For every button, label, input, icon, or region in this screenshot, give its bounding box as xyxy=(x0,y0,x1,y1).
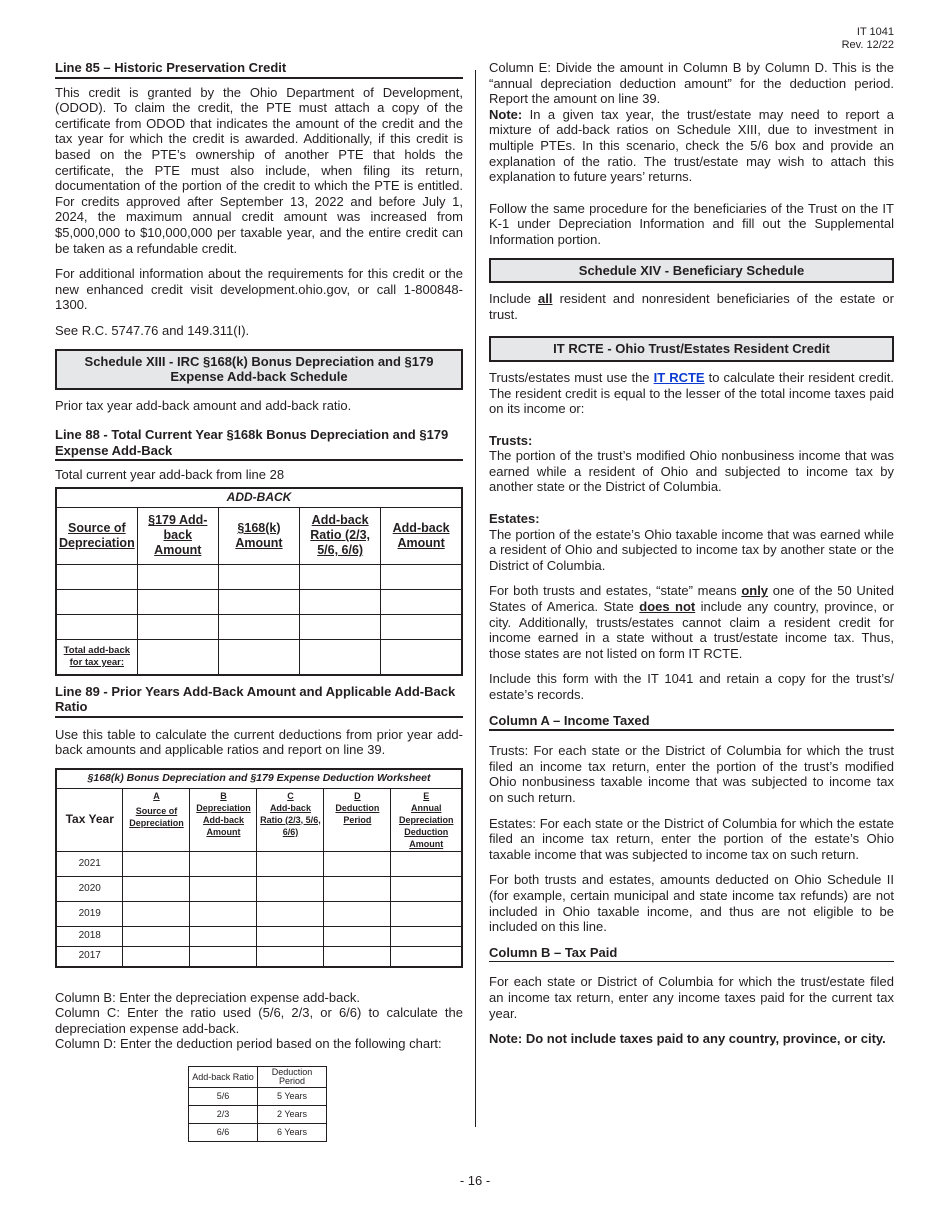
estates-paragraph: The portion of the estate’s Ohio taxable income that was earned while a resident of Ohio and subjected to income tax by another state or the District of Columbia. xyxy=(489,526,894,573)
table-row xyxy=(56,589,462,614)
worksheet-header-d xyxy=(324,788,391,851)
table-cell[interactable] xyxy=(137,564,218,589)
column-b-instruction: Column B: Enter the depreciation expense add-back. xyxy=(55,989,360,1005)
addback-header-source: Source of Depreciation xyxy=(56,507,137,564)
column-b-note: Note: Do not include taxes paid to any country, province, or city. xyxy=(489,1031,886,1047)
include-form-paragraph: Include this form with the IT 1041 and retain a copy for the trust’s/ estate’s records. xyxy=(489,671,894,702)
table-cell[interactable] xyxy=(137,639,218,675)
table-row xyxy=(189,1124,327,1142)
state-def-text-a: For both trusts and estates, “state” means xyxy=(489,583,742,599)
worksheet-header-b xyxy=(190,788,257,851)
worksheet-caption: §168(k) Bonus Depreciation and §179 Expense Deduction Worksheet xyxy=(56,769,462,788)
chart-period: 6 Years xyxy=(258,1124,327,1142)
note-text: In a given tax year, the trust/estate may need to report a mixture of add-back ratios on Schedule XIII, due to investment in multiple PTEs. In this scenario, check the 5/6 box and provide an explanation of the ratio. The trust/estate may wish to attach this explanation to future years’ returns. xyxy=(489,106,894,185)
chart-header-period: Deduction Period xyxy=(258,1067,327,1088)
column-a-both: For both trusts and estates, amounts deducted on Ohio Schedule II (for example, certain municipal and state income tax refunds) are not included in Ohio taxable income, and thus are not eligible to be included on this line. xyxy=(489,872,894,935)
worksheet-header-b-letter: B xyxy=(220,790,227,801)
table-cell[interactable] xyxy=(391,876,462,901)
table-cell[interactable] xyxy=(218,614,299,639)
line89-paragraph: Use this table to calculate the current deductions from prior year add-back amounts and applicable ratios and report on line 39. xyxy=(55,726,463,758)
column-d-instruction: Column D: Enter the deduction period based on the following chart: xyxy=(55,1036,442,1052)
page-number: - 16 - xyxy=(459,1173,491,1188)
table-cell[interactable] xyxy=(324,876,391,901)
itrcte-paragraph xyxy=(489,370,894,417)
table-row xyxy=(56,926,462,946)
table-cell[interactable] xyxy=(190,901,257,926)
form-revision: Rev. 12/22 xyxy=(841,39,894,51)
worksheet-year: 2021 xyxy=(56,851,123,876)
line85-paragraph-3: See R.C. 5747.76 and 149.311(I). xyxy=(55,322,250,338)
table-cell[interactable] xyxy=(391,901,462,926)
schedule14-heading: Schedule XIV - Beneficiary Schedule xyxy=(489,258,894,284)
table-cell[interactable] xyxy=(137,614,218,639)
line85-paragraph-2: For additional information about the requirements for this credit or the new enhanced credit visit development.ohio.gov, or call 1-800848-1300. xyxy=(55,266,463,313)
table-row xyxy=(56,851,462,876)
chart-ratio: 2/3 xyxy=(189,1106,258,1124)
table-cell[interactable] xyxy=(300,639,381,675)
table-row xyxy=(56,614,462,639)
worksheet-header-c xyxy=(257,788,324,851)
worksheet-header-d-label: Deduction Period xyxy=(335,802,380,825)
column-c-instruction: Column C: Enter the ratio used (5/6, 2/3, or 6/6) to calculate the depreciation expense add-back. xyxy=(55,1005,463,1036)
worksheet-header-e-label: Annual Depreciation Deduction Amount xyxy=(398,802,454,849)
table-cell[interactable] xyxy=(257,926,324,946)
line89-heading: Line 89 - Prior Years Add-Back Amount and Applicable Add-Back Ratio xyxy=(55,684,463,718)
table-cell[interactable] xyxy=(324,946,391,967)
addback-header-179: §179 Add-back Amount xyxy=(137,507,218,564)
state-def-text-c: include any country, province, or city. Additionally, trusts/estates cannot claim a resident credit for income earned in a state without a trust/estate income tax. Thus, those states are not listed on form IT RCTE. xyxy=(489,599,894,661)
table-cell[interactable] xyxy=(381,614,462,639)
it-rcte-link[interactable]: IT RCTE xyxy=(653,369,705,385)
schedule14-paragraph xyxy=(489,291,894,322)
right-column xyxy=(489,60,894,1057)
chart-header-ratio: Add-back Ratio xyxy=(189,1067,258,1088)
trusts-label: Trusts: xyxy=(489,432,533,448)
table-cell[interactable] xyxy=(324,901,391,926)
table-cell[interactable] xyxy=(123,851,190,876)
column-a-trusts: Trusts: For each state or the District of Columbia for which the trust filed an income tax return, enter the portion of the trust’s modified Ohio nonbusiness taxable income that was subjected to income tax on such return. xyxy=(489,743,894,805)
worksheet-header-a-label: Source of Depreciation xyxy=(129,805,184,828)
schedule13-heading: Schedule XIII - IRC §168(k) Bonus Depreciation and §179 Expense Add-back Schedule xyxy=(55,349,463,390)
state-def-doesnot: does not xyxy=(639,599,696,615)
table-row xyxy=(56,901,462,926)
worksheet-header-e xyxy=(391,788,462,851)
table-row xyxy=(189,1088,327,1106)
worksheet-header-tax-year: Tax Year xyxy=(56,788,123,851)
addback-caption: ADD-BACK xyxy=(56,488,462,507)
table-cell[interactable] xyxy=(391,926,462,946)
trusts-paragraph: The portion of the trust’s modified Ohio nonbusiness income that was earned while a resident of Ohio and subjected to income tax by another state or the District of Columbia. xyxy=(489,448,894,495)
note-label: Note: xyxy=(489,106,523,122)
table-cell[interactable] xyxy=(123,926,190,946)
column-e-note xyxy=(489,107,894,185)
addback-header-168k: §168(k) Amount xyxy=(218,507,299,564)
addback-header-amount: Add-back Amount xyxy=(381,507,462,564)
table-cell[interactable] xyxy=(56,589,137,614)
itrcte-text-a: Trusts/estates must use the xyxy=(489,369,654,385)
table-cell[interactable] xyxy=(123,901,190,926)
schedule14-text-a: Include xyxy=(489,291,539,307)
table-cell[interactable] xyxy=(391,946,462,967)
worksheet-header-d-letter: D xyxy=(354,790,361,801)
state-def-only: only xyxy=(741,583,769,599)
column-a-heading: Column A – Income Taxed xyxy=(489,713,894,732)
table-cell[interactable] xyxy=(137,589,218,614)
table-cell[interactable] xyxy=(391,851,462,876)
table-cell[interactable] xyxy=(190,876,257,901)
line85-heading: Line 85 – Historic Preservation Credit xyxy=(55,60,463,79)
table-cell[interactable] xyxy=(123,946,190,967)
table-cell[interactable] xyxy=(300,564,381,589)
worksheet-header-a xyxy=(123,788,190,851)
table-cell[interactable] xyxy=(257,901,324,926)
table-cell[interactable] xyxy=(56,564,137,589)
table-cell[interactable] xyxy=(324,851,391,876)
column-divider xyxy=(475,70,476,1127)
table-cell[interactable] xyxy=(300,589,381,614)
schedule14-text-b: resident and nonresident beneficiaries of the estate or trust. xyxy=(489,291,894,322)
table-cell[interactable] xyxy=(190,851,257,876)
addback-table xyxy=(55,487,463,676)
chart-period: 5 Years xyxy=(258,1088,327,1106)
line88-paragraph: Total current year add-back from line 28 xyxy=(55,467,285,483)
column-e-paragraph: Column E: Divide the amount in Column B by Column D. This is the “annual depreciation deduction amount” for the deduction period. Report the amount on line 39. xyxy=(489,60,894,107)
chart-ratio: 6/6 xyxy=(189,1124,258,1142)
table-cell[interactable] xyxy=(300,614,381,639)
addback-header-ratio: Add-back Ratio (2/3, 5/6, 6/6) xyxy=(300,507,381,564)
column-b-heading: Column B – Tax Paid xyxy=(489,945,894,963)
deduction-period-chart xyxy=(188,1066,327,1142)
worksheet-year: 2018 xyxy=(56,926,123,946)
table-cell[interactable] xyxy=(56,614,137,639)
line85-paragraph-1: This credit is granted by the Ohio Department of Development, (ODOD). To claim the credit, the PTE must attach a copy of the certificate from ODOD that indicates the amount of the credit and the tax year for which the credit is awarded. Additionally, if this credit is based on the PTE’s ownership of another PTE that holds the certificate, the PTE must also include, when filing its return, documentation of the portion of the credit to which the PTE is entitled. For credits approved after September 13, 2022 and before July 1, 2024, the maximum annual credit amount was increased from $5,000,000 to $10,000,000 per taxable year, and the entire credit can be taken as a refundable credit. xyxy=(55,84,463,256)
table-cell[interactable] xyxy=(381,564,462,589)
schedule13-paragraph: Prior tax year add-back amount and add-back ratio. xyxy=(55,397,352,413)
table-cell[interactable] xyxy=(257,946,324,967)
worksheet-year: 2019 xyxy=(56,901,123,926)
column-a-estates: Estates: For each state or the District of Columbia for which the estate filed an income tax return, enter the portion of the estate’s Ohio taxable income that was subjected to income tax on such return. xyxy=(489,815,894,862)
state-def-text-b: one of the 50 United States of America. State xyxy=(489,583,895,615)
table-cell[interactable] xyxy=(123,876,190,901)
estates-label: Estates: xyxy=(489,511,540,527)
deduction-worksheet-table xyxy=(55,768,463,968)
table-row xyxy=(189,1106,327,1124)
itrcte-text-b: to calculate their resident credit. The resident credit is equal to the lesser of the total income taxes paid on its income or: xyxy=(489,369,894,417)
chart-period: 2 Years xyxy=(258,1106,327,1124)
worksheet-header-e-letter: E xyxy=(423,790,430,801)
procedure-paragraph: Follow the same procedure for the beneficiaries of the Trust on the IT K-1 under Depreciation Information and fill out the Supplemental Information portion. xyxy=(489,200,894,247)
worksheet-year: 2017 xyxy=(56,946,123,967)
table-cell[interactable] xyxy=(218,639,299,675)
table-row xyxy=(56,564,462,589)
state-definition-paragraph xyxy=(489,583,894,661)
itrcte-heading: IT RCTE - Ohio Trust/Estates Resident Credit xyxy=(489,336,894,362)
table-cell[interactable] xyxy=(218,564,299,589)
column-b-paragraph: For each state or District of Columbia for which the trust/estate filed an income tax return, enter any income taxes paid for the current tax year. xyxy=(489,974,894,1021)
line88-heading: Line 88 - Total Current Year §168k Bonus Depreciation and §179 Expense Add-Back xyxy=(55,427,463,461)
left-column xyxy=(55,60,463,1142)
table-cell[interactable] xyxy=(257,876,324,901)
table-cell[interactable] xyxy=(381,639,462,675)
form-number: IT 1041 xyxy=(856,26,894,38)
table-row-total xyxy=(56,639,462,675)
schedule14-text-all: all xyxy=(538,291,553,307)
table-row xyxy=(56,946,462,967)
table-row xyxy=(56,876,462,901)
table-cell[interactable] xyxy=(324,926,391,946)
worksheet-year: 2020 xyxy=(56,876,123,901)
table-cell[interactable] xyxy=(381,589,462,614)
worksheet-header-c-label: Add-back Ratio (2/3, 5/6, 6/6) xyxy=(260,802,321,837)
chart-ratio: 5/6 xyxy=(189,1088,258,1106)
table-cell[interactable] xyxy=(257,851,324,876)
addback-total-label: Total add-back for tax year: xyxy=(56,639,137,675)
worksheet-header-a-letter: A xyxy=(153,790,160,801)
table-cell[interactable] xyxy=(190,926,257,946)
table-cell[interactable] xyxy=(218,589,299,614)
form-header xyxy=(842,26,894,52)
worksheet-header-c-letter: C xyxy=(287,790,294,801)
worksheet-header-b-label: Depreciation Add-back Amount xyxy=(196,802,251,837)
table-cell[interactable] xyxy=(190,946,257,967)
